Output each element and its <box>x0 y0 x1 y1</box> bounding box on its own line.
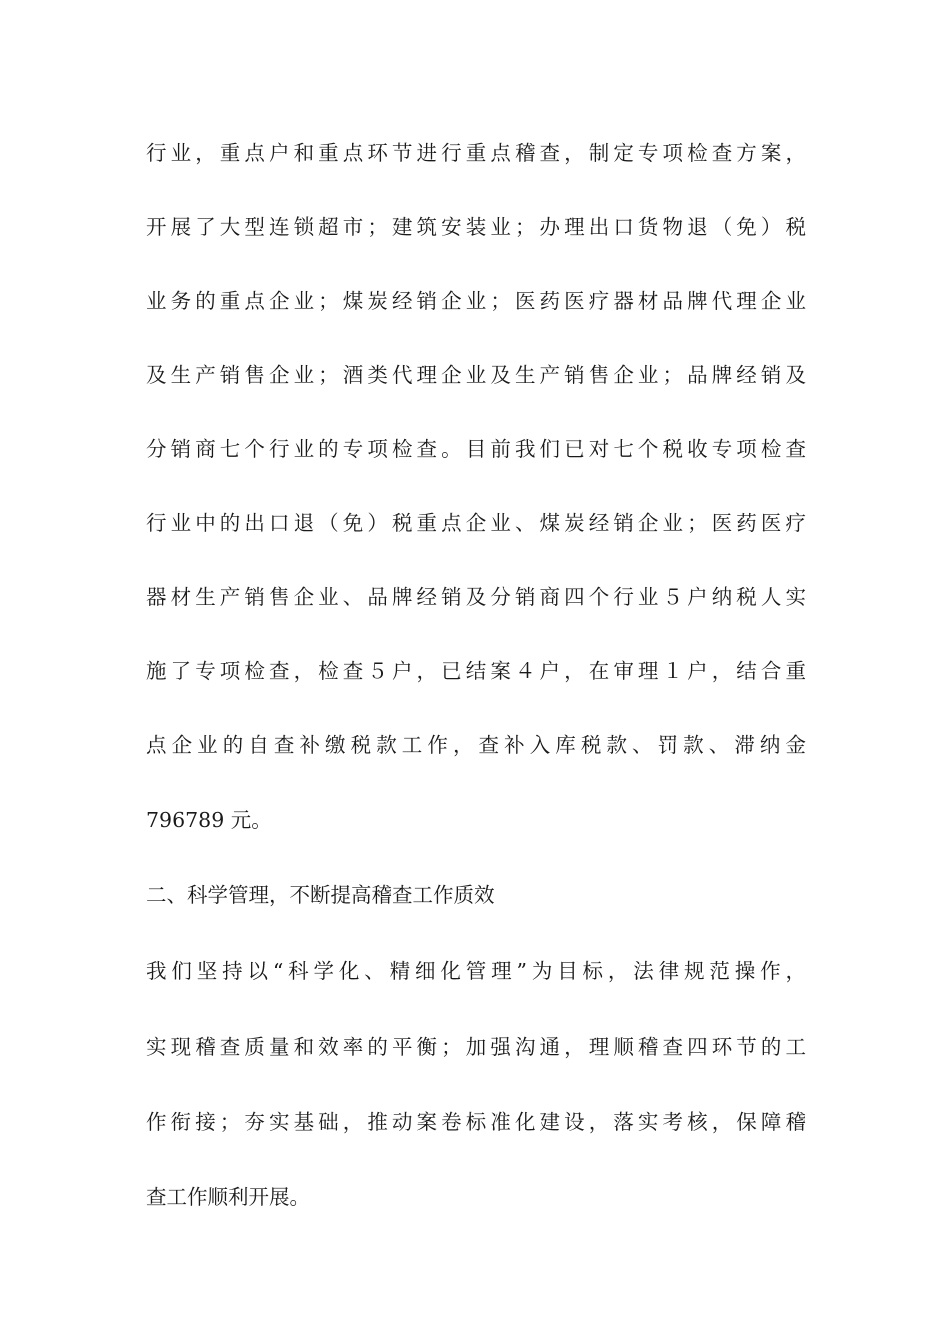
paragraph-1-line-6: 行业中的出口退（免）税重点企业、煤炭经销企业；医药医疗 <box>146 511 806 535</box>
paragraph-1-line-1: 行业，重点户和重点环节进行重点稽查，制定专项检查方案， <box>146 141 806 165</box>
paragraph-2-line-3: 作衔接；夯实基础，推动案卷标准化建设，落实考核，保障稽 <box>146 1110 806 1134</box>
section-heading: 二、科学管理，不断提高稽查工作质效 <box>146 883 495 907</box>
paragraph-2-line-4: 查工作顺利开展。 <box>146 1185 310 1209</box>
paragraph-1-line-2: 开展了大型连锁超市；建筑安装业；办理出口货物退（免）税 <box>146 215 806 239</box>
paragraph-1-line-10: 796789 元。 <box>146 808 272 832</box>
paragraph-1-line-3: 业务的重点企业；煤炭经销企业；医药医疗器材品牌代理企业 <box>146 289 806 313</box>
paragraph-1-line-7: 器材生产销售企业、品牌经销及分销商四个行业５户纳税人实 <box>146 585 806 609</box>
paragraph-2-line-2: 实现稽查质量和效率的平衡；加强沟通，理顺稽查四环节的工 <box>146 1035 806 1059</box>
paragraph-1-line-5: 分销商七个行业的专项检查。目前我们已对七个税收专项检查 <box>146 437 806 461</box>
paragraph-2-line-1: 我们坚持以“科学化、精细化管理”为目标，法律规范操作， <box>146 959 806 983</box>
paragraph-1-line-4: 及生产销售企业；酒类代理企业及生产销售企业；品牌经销及 <box>146 363 806 387</box>
paragraph-1-line-8: 施了专项检查，检查５户，已结案４户，在审理１户，结合重 <box>146 659 806 683</box>
paragraph-1-line-9: 点企业的自查补缴税款工作，查补入库税款、罚款、滞纳金 <box>146 733 806 757</box>
